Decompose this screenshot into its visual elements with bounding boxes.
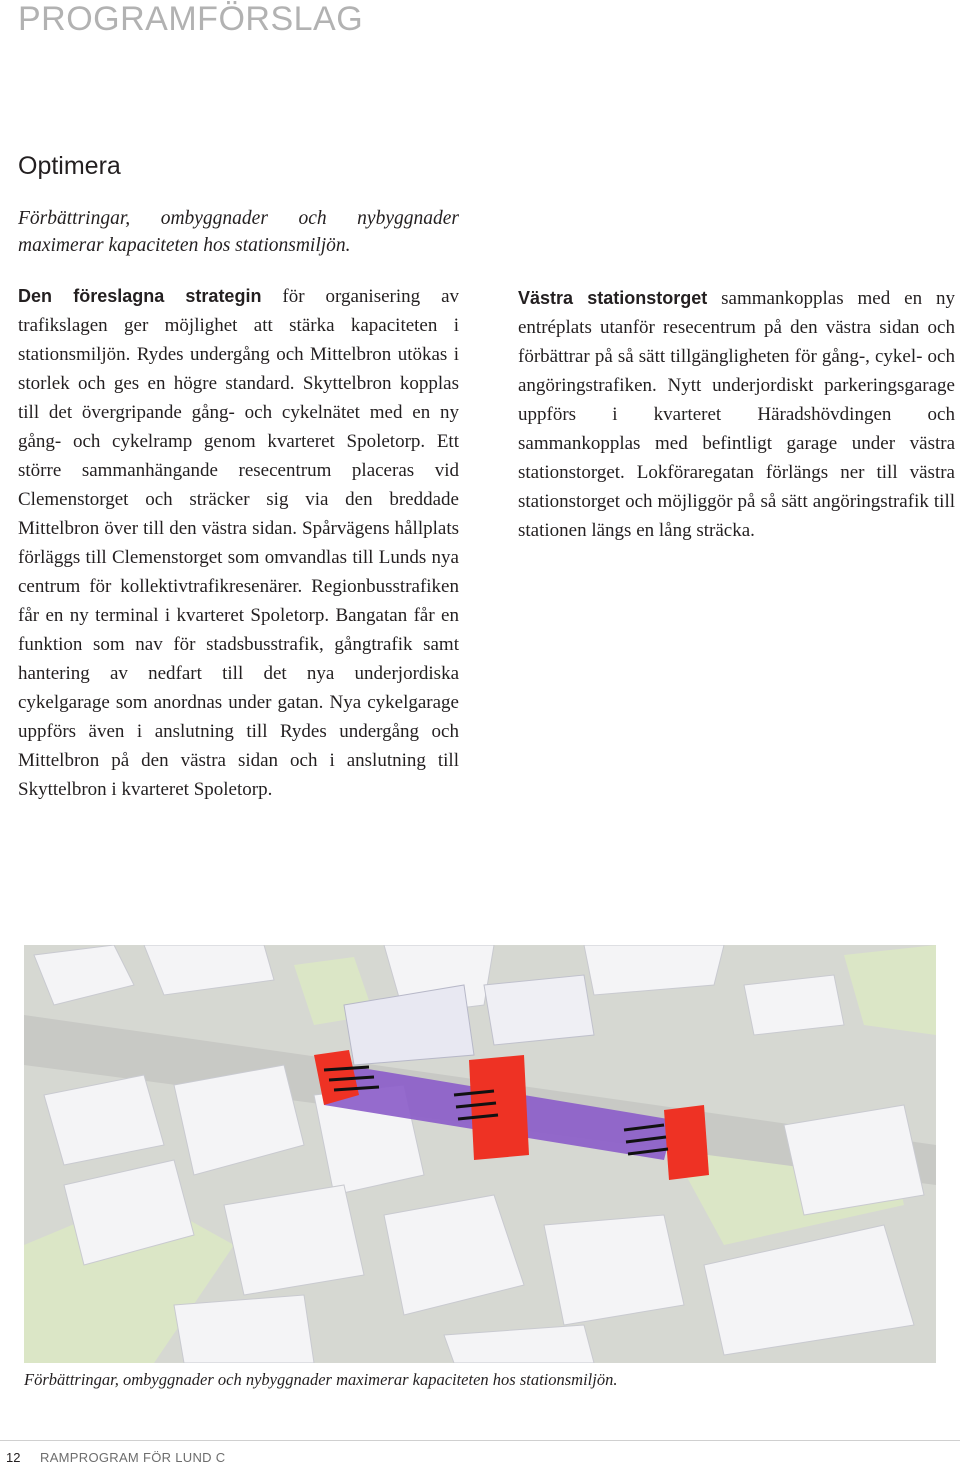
sub-heading: Optimera [18,152,121,180]
footer-document-title: RAMPROGRAM FÖR LUND C [40,1450,226,1465]
footer-divider [0,1440,960,1441]
square-building [484,975,594,1045]
body-text-right-content: sammankopplas med en ny entréplats utanför resecentrum på den västra sidan och förbättrar på så sätt tillgängligheten för gång-, cykel- och angöringstrafiken. Nytt underjordiskt parkeringsgarage uppförs i kvarteret Häradshövdingen och sammankopplas med befintligt garage under västra stationstorget. Lokföraregatan förlängs ner till västra stationstorget och möjliggör på så sätt angöringstrafik till stationen längs en lång sträcka. [518,288,956,541]
city-model-illustration [24,945,936,1363]
new-building-center [469,1055,529,1160]
page-number: 12 [6,1450,21,1465]
keyword-strategy: Den föreslagna strategin [18,286,262,306]
figure-caption: Förbättringar, ombyggnader och nybyggnader maximerar kapaciteten hos stationsmiljön. [24,1370,618,1389]
body-text-left-content: för organisering av trafikslagen ger möjlighet att stärka kapaciteten i stationsmiljön. Rydes undergång och Mittelbron utökas i storlek och ges en högre standard. Skyttelbron kopplas till det övergripande gång- och cykelnätet med en ny gång- och cykelramp genom kvarteret Spoletorp. Ett större sammanhängande resecentrum placeras vid Clemenstorget och sträcker sig via den breddade Mittelbron över till den västra sidan. Spårvägens hållplats förläggs till Clemenstorget som omvandlas till Lunds nya centrum för kollektivtrafikresenärer. Regionbusstrafiken får en ny terminal i kvarteret Spoletorp. Bangatan får en funktion som nav för stadsbusstrafik, gångtrafik samt hantering av nedfart till det nya underjordiska cykelgarage som anordnas under gatan. Nya cykelgarage uppförs även i anslutning till Rydes undergång och Mittelbron på den västra sidan och i anslutning till Skyttelbron i kvarteret Spoletorp. [18,286,460,800]
aerial-map-image [24,945,936,1363]
body-text-left [18,282,459,804]
section-title: PROGRAMFÖRSLAG [18,0,364,38]
keyword-vastra-stationstorget: Västra stationstorget [518,288,708,308]
new-building-east [664,1105,709,1180]
body-text-right [518,284,955,545]
lead-paragraph: Förbättringar, ombyggnader och nybyggnader maximerar kapaciteten hos stationsmiljön. [18,208,459,256]
